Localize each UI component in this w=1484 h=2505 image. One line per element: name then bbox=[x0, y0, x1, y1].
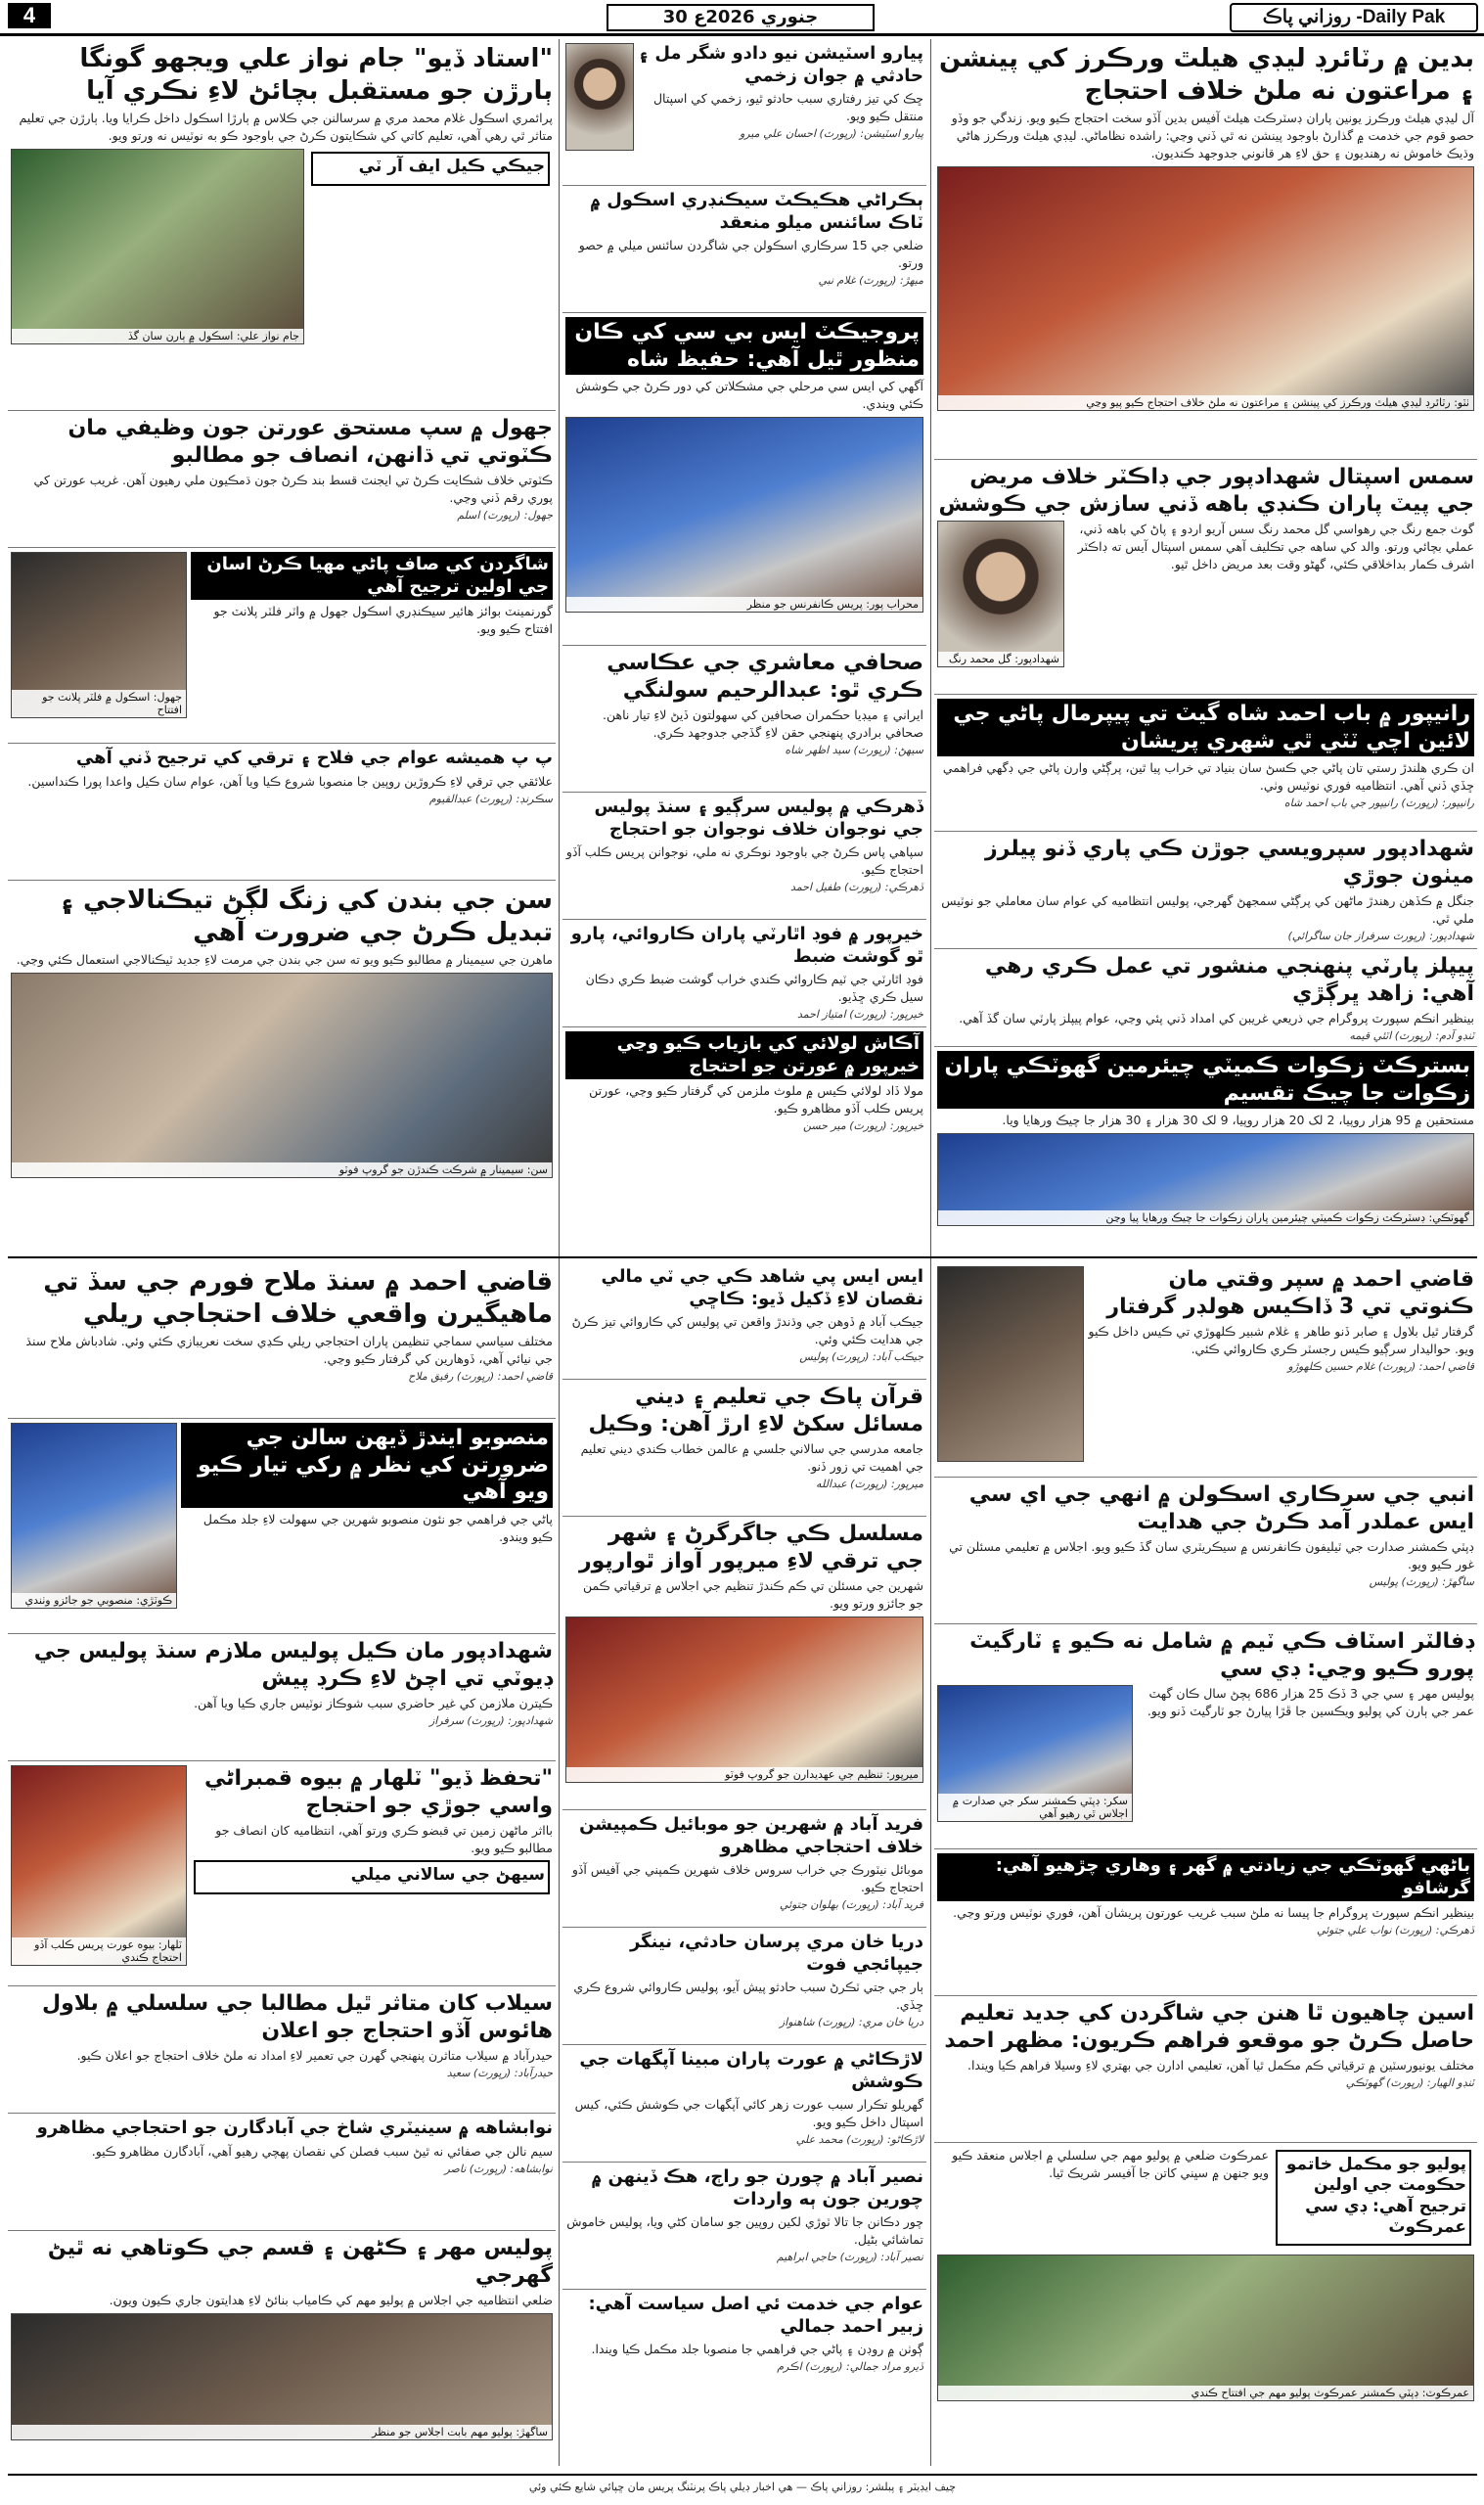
headline: پيارو اسٽيشن نيو دادو شگر مل ۽ حادثي ۾ جوان زخمي bbox=[638, 43, 923, 86]
headline: سمس اسپتال شهدادپور جي ڊاڪٽر خلاف مريض جي پيٽ پاران ڪنڊي باهه ڏني سازش جي ڪوشش bbox=[938, 465, 1474, 517]
story-body: مختلف يونيورسٽين ۾ ترقياتي ڪم مڪمل ٿيا آهن، تعليمي ادارن جي بهتري لاءِ وسيلا فراهم ڪيا ويندا. bbox=[967, 2058, 1474, 2072]
story-body: بينظير انڪم سپورٽ پروگرام جا پيسا نه ملڻ سبب غريب عورتون پريشان آهن، فوري نوٽيس ورتو وڃي. bbox=[953, 1905, 1474, 1920]
story-credit: ٽنڊو الهيار: (رپورٽ) گهوٽڪي bbox=[1345, 2076, 1474, 2090]
story-credit: ميرپور: (رپورٽ) عبدالله bbox=[816, 1478, 923, 1491]
story-credit: نوابشاهه: (رپورٽ) ناصر bbox=[444, 2162, 553, 2175]
story-r9 bbox=[934, 1624, 1477, 1849]
headline: نصير آباد ۾ چورن جو راڄ، هڪ ڏينهن ۾ چورين جون ٻه واردات bbox=[591, 2166, 923, 2209]
headline: ٻڪراڻي هڪيڪٽ سيڪنڊري اسڪول ۾ ٽاڪ سائنس ميلو منعقد bbox=[590, 190, 923, 233]
left-column-top bbox=[8, 39, 556, 1252]
protest-photo bbox=[937, 166, 1474, 411]
photo-caption: ڪوٽڙي: منصوبي جو جائزو وٺندي bbox=[12, 1593, 176, 1608]
story-body: ڇڪ کي تيز رفتاري سبب حادثو ٿيو، زخمي کي اسپتال منتقل ڪيو ويو. bbox=[652, 91, 923, 124]
story-l3 bbox=[8, 548, 556, 744]
story-credit: شهدادپور: (رپورٽ سرفراز جان ساگرائي) bbox=[1287, 930, 1474, 943]
photo-caption: عمرڪوٽ: ڊپٽي ڪمشنر عمرڪوٽ پوليو مهم جي افتتاح ڪندي bbox=[938, 2386, 1473, 2400]
story-m9 bbox=[562, 1380, 926, 1517]
story-r1 bbox=[934, 39, 1477, 460]
headline: ڏهرڪي ۾ پوليس سرڳيو ۽ سنڌ پوليس جي نوجوان خلاف نوجوان جو احتجاج bbox=[594, 797, 923, 840]
headline: دريا خان مري پرسان حادثي، نينگر جيپائجي فوت bbox=[629, 1932, 923, 1975]
info-box bbox=[1276, 2150, 1471, 2246]
fold-divider bbox=[8, 1256, 1477, 1258]
story-l5 bbox=[8, 881, 556, 1243]
story-r11 bbox=[934, 1996, 1477, 2143]
story-credit: فريد آباد: (رپورٽ) بهلوان جتوئي bbox=[779, 1898, 923, 1912]
story-l4 bbox=[8, 744, 556, 881]
story-body: ان ڪري هلندڙ رستي تان پاڻي جي ڪسڻ سان بنياد تي خراب پيا ٿين، پرڳڻي وارن پاڻي جي ڊگهي فراهمي ڇڏي ڏني آهي. انتظاميه فوري نوٽيس وٺي. bbox=[942, 760, 1474, 794]
story-body: بااثر ماڻهن زمين تي قبضو ڪري ورتو آهي، انتظاميه کان انصاف جو مطالبو ڪيو ويو. bbox=[215, 1823, 553, 1856]
headline: مسلسل ڪي جاگرگرڻ ۽ شهر جي ترقي لاءِ ميرپور آواز ٿوارپور bbox=[578, 1522, 923, 1573]
story-body: علائقي جي ترقي لاءِ ڪروڙين روپين جا منصوبا شروع ڪيا ويا آهن، عوام سان ڪيل واعدا پورا ڪنداسين. bbox=[27, 773, 553, 789]
story-r6 bbox=[934, 1047, 1477, 1243]
portrait-photo bbox=[565, 43, 634, 151]
headline: ڊفالٽر اسٽاف ڪي ٽيم ۾ شامل نه ڪيو ۽ ٽارگيٽ پورو ڪيو وڃي: ڊي سي bbox=[969, 1629, 1474, 1681]
info-box bbox=[194, 1860, 550, 1893]
story-m7 bbox=[562, 1027, 926, 1155]
story-body: مولا ڏاد لولائي ڪيس ۾ ملوث ملزمن کي گرفتار ڪيو وڃي، عورتن پريس ڪلب آڏو مظاهرو ڪيو. bbox=[589, 1083, 923, 1116]
polio-campaign-photo bbox=[937, 2254, 1474, 2401]
story-body: ڳوٺن ۾ روڊن ۽ پاڻي جي فراهمي جا منصوبا جلد مڪمل ڪيا ويندا. bbox=[591, 2342, 923, 2356]
headline: منصوبو ايندڙ ڏيهن سالن جي ضرورتن کي نظر ۾ رکي تيار ڪيو ويو آهي bbox=[181, 1423, 553, 1508]
story-body: پاڻي جي فراهمي جو نئون منصوبو شهرين جي سهولت لاءِ جلد مڪمل ڪيو ويندو. bbox=[202, 1511, 553, 1544]
story-body: آگهي کي ايس سي مرحلي جي مشڪلاتن کي دور ڪرڻ جي ڪوشش ڪئي ويندي. bbox=[575, 379, 923, 412]
story-l8 bbox=[8, 1634, 556, 1761]
headline: سن جي بندن کي زنگ لڳڻ تيڪنالاجي ۽ تبديل ڪرڻ جي ضرورت آهي bbox=[59, 886, 553, 947]
story-body: موبائل نيٽورڪ جي خراب سروس خلاف شهرين ڪمپني جي آفيس آڏو احتجاج ڪيو. bbox=[571, 1862, 923, 1895]
imprint-footer: چيف ايڊيٽر ۽ پبلشر: روزاني پاڪ — هي اخبار ڊيلي پاڪ پرنٽنگ پريس مان ڇپائي شايع ڪئي وئي bbox=[8, 2474, 1477, 2501]
story-body: ٻار جي جتي ٽڪرڻ سبب حادثو پيش آيو، پوليس ڪاروائي شروع ڪري ڇڏي. bbox=[573, 1980, 923, 2013]
story-body: حيدرآباد ۾ سيلاب متاثرن پنهنجي گهرن جي تعمير لاءِ امداد نه ملڻ خلاف احتجاج جو اعلان ڪيو. bbox=[76, 2048, 553, 2063]
story-body: ضلعي جي 15 سرڪاري اسڪولن جي شاگردن سائنس ميلي ۾ حصو ورتو. bbox=[578, 238, 923, 271]
story-l2 bbox=[8, 411, 556, 548]
headline: فريد آباد ۾ شهرين جو موبائيل ڪمپيشن خلاف احتجاجي مظاهرو bbox=[579, 1814, 923, 1857]
story-credit: شهدادپور: (رپورٽ) سرفراز bbox=[428, 1714, 553, 1728]
photo-caption: ٺٽو: رٽائرڊ ليڊي هيلٿ ورڪرز کي پينشن ۽ مراعتون نه ملڻ خلاف احتجاج ڪيو پيو وڃي bbox=[938, 395, 1473, 410]
photo-caption: ٽلهار: بيوه عورت پريس ڪلب آڏو احتجاج ڪندي bbox=[12, 1937, 186, 1965]
story-body: مختلف سياسي سماجي تنظيمن پاران احتجاجي ريلي ڪڍي سخت نعريبازي ڪئي وئي. شادباش ملاح سنڌ جي نيائي آهي، ڏوهارين کي گرفتار ڪيو وڃي. bbox=[25, 1334, 553, 1367]
filter-plant-photo bbox=[11, 552, 187, 718]
story-body: جيڪب آباد ۾ ڏوهن جي وڌندڙ واقعن تي پوليس کي ڪاروائي تيز ڪرڻ جي هدايت ڪئي وئي. bbox=[571, 1314, 923, 1347]
press-club-photo bbox=[11, 1765, 187, 1966]
headline: رانيپور ۾ باب احمد شاه گيٽ تي پيپرمال پاڻي جي لائين اچي ٽٽي ٿي شهري پريشان bbox=[937, 699, 1474, 756]
story-m15 bbox=[562, 2290, 926, 2407]
story-r7 bbox=[934, 1262, 1477, 1478]
headline: شاگردن کي صاف پاڻي مهيا ڪرڻ اسان جي اولين ترجيح آهي bbox=[191, 552, 553, 600]
story-m4 bbox=[562, 646, 926, 793]
headline: خيرپور ۾ فوڊ اٿارٽي پاران ڪاروائي، پارو ٿو گوشت ضبط bbox=[570, 924, 923, 967]
story-credit: ڏيرو مراد جمالي: (رپورٽ) اڪرم bbox=[777, 2360, 923, 2374]
headline: اسين چاهيون ٿا هنن جي شاگردن کي جديد تعليم حاصل ڪرڻ جو موقعو فراهم ڪريون: مظهر احمد bbox=[944, 2001, 1474, 2053]
headline: قاضي احمد ۾ سپر وقتي مان ڪنوتي تي 3 ڏاڪيس هولڊر گرفتار bbox=[1106, 1267, 1474, 1319]
story-body: جنگل ۾ ڪڏهن رهندڙ ماڻهن کي پرڳڻي سمجهڻ گهرجي، پوليس انتظاميه کي عوام سان معاملي جو نوٽيس ملي ٿي. bbox=[941, 893, 1474, 927]
photo-caption: جهول: اسڪول ۾ فلٽر پلانٽ جو افتتاح bbox=[12, 690, 186, 717]
headline: پروجيڪٽ ايس بي سي کي ڪان منظور ٿيل آهي: حفيظ شاه bbox=[565, 317, 923, 375]
story-m6 bbox=[562, 920, 926, 1027]
photo-caption: گهوٽڪي: ڊسٽرڪٽ زڪوات ڪميٽي چيئرمين پاران زڪوات جا چيڪ ورهايا پيا وڃن bbox=[938, 1210, 1473, 1225]
issue-date: 30 جنوري 2026ع bbox=[607, 4, 875, 31]
meeting-photo bbox=[937, 1685, 1133, 1822]
story-m8 bbox=[562, 1262, 926, 1380]
story-credit: ميهڙ: (رپورٽ) غلام نبي bbox=[818, 274, 923, 288]
middle-column-top bbox=[562, 39, 926, 1252]
newspaper-brand: روزاني پاڪ -Daily Pak bbox=[1230, 3, 1478, 32]
story-body: مستحقين ۾ 95 هزار روپيا، 2 لک 20 هزار روپيا، 9 لک 30 هزار ۽ 30 هزار جا چيڪ ورهايا ويا. bbox=[1002, 1113, 1474, 1127]
page-number: 4 bbox=[8, 3, 51, 28]
story-credit: خيرپور: (رپورٽ) مير حسن bbox=[802, 1119, 923, 1133]
headline: "تحفظ ڏيو" ٽلهار ۾ بيوه قمبراڻي واسي جوڙي جو احتجاج bbox=[203, 1766, 553, 1818]
story-r3 bbox=[934, 695, 1477, 832]
story-body: شهرين جي مسئلن تي ڪم ڪندڙ تنظيم جي اجلاس ۾ ترقياتي ڪمن جو جائزو ورتو ويو. bbox=[583, 1578, 923, 1612]
arrest-photo bbox=[937, 1266, 1084, 1462]
story-body: گوٺ جمع رنگ جي رهواسي گل محمد رنگ سس آريو اردو ۽ پاڻ کي باهه ڏني، عملي بچائي ورتو. والد کي ساهه جي تڪليف آهي سمس اسپتال آيس ته ڊاڪٽر اشرف ڪمار بداخلاقي ڪئي، گهڻو وقت بعد مريض داخل ٿيو. bbox=[1077, 522, 1474, 572]
story-body: پرائمري اسڪول غلام محمد مري ۾ سرسالنن جي ڪلاس ۾ ٻارڙا اسڪول داخل ڪرايا ويا. ٻارڙن جي تعليم متاثر ٿي رهي آهي، تعليم کاتي کي شڪايتون ڪرڻ جي باوجود ڪو به نوٽيس نه ورتو ويو. bbox=[19, 111, 553, 144]
photo-caption: ساگهڙ: پوليو مهم بابت اجلاس جو منظر bbox=[12, 2425, 552, 2439]
story-m12 bbox=[562, 1928, 926, 2045]
headline: لاڙڪاڻي ۾ عورت پاران مبينا آپگهات جي ڪوشش bbox=[579, 2049, 923, 2092]
story-body: سيم نالن جي صفائي نه ٿيڻ سبب فصلن کي نقصان پهچي رهيو آهي، آبادگارن مظاهرو ڪيو. bbox=[91, 2143, 553, 2159]
story-l7 bbox=[8, 1419, 556, 1634]
story-l11 bbox=[8, 2114, 556, 2231]
photo-caption: شهدادپور: گل محمد رنگ bbox=[938, 652, 1063, 666]
story-body: ضلعي انتظاميه جي اجلاس ۾ پوليو مهم کي ڪامياب بنائڻ لاءِ هدايتون جاري ڪيون ويون. bbox=[109, 2293, 553, 2307]
headline: شهدادپور سپرويسي جوڙن ڪي پاري ڏنو پيلرز ميٺون جوڙي bbox=[985, 837, 1474, 888]
story-body: ماهرن جي سيمينار ۾ مطالبو ڪيو ويو ته سن جي بندن جي مرمت لاءِ جديد ٽيڪنالاجي استعمال ڪئي وڃي. bbox=[16, 952, 553, 967]
story-credit: رانيپور: (رپورٽ) رانيپور جي باب احمد شاه bbox=[1283, 797, 1474, 810]
middle-column-bottom bbox=[562, 1262, 926, 2466]
story-l1 bbox=[8, 39, 556, 411]
story-credit: قاضي احمد: (رپورٽ) رفيق ملاح bbox=[408, 1370, 553, 1384]
story-body: جامعه مدرسي جي سالاني جلسي ۾ عالمن خطاب ڪندي ديني تعليم جي اهميت تي زور ڏنو. bbox=[580, 1441, 923, 1475]
story-body: آل ليڊي هيلٿ ورڪرز يونين پاران ڊسٽرڪٽ هيلٿ آفيس بدين آڏو سخت احتجاج ڪيو ويو. زندگي جو وڏو حصو قوم جي خدمت ۾ گذارڻ باوجود پينشن نه ٿي ڏني وڃي: راشده نظاماڻي. ليڊي هيلٿ ورڪرز هاڻي وڌيڪ خاموش نه رهنديون ۽ حق لاءِ هر قانوني جدوجهد ڪنديون. bbox=[951, 111, 1474, 161]
story-credit: سيهڻ: (رپورٽ) سيد اظهر شاه bbox=[785, 744, 923, 757]
story-r8 bbox=[934, 1478, 1477, 1624]
story-m13 bbox=[562, 2045, 926, 2163]
story-credit: ڏهرڪي: (رپورٽ) نواب علي جتوئي bbox=[1316, 1924, 1474, 1937]
story-credit: ڏهرڪي: (رپورٽ) طفيل احمد bbox=[790, 881, 923, 894]
story-credit: نصير آباد: (رپورٽ) حاجي ابراهيم bbox=[776, 2251, 923, 2264]
headline: آڪاش لولائي کي بازياب ڪيو وڃي خيرپور ۾ عورتن جو احتجاج bbox=[565, 1031, 923, 1079]
photo-caption: محراب پور: پريس ڪانفرنس جو منظر bbox=[566, 597, 922, 612]
story-credit: دريا خان مري: (رپورٽ) شاهنواز bbox=[779, 2016, 923, 2029]
column-divider bbox=[930, 39, 931, 2466]
story-m14 bbox=[562, 2163, 926, 2290]
story-r4 bbox=[934, 832, 1477, 949]
story-l9 bbox=[8, 1761, 556, 1986]
story-body: ايراني ۽ ميڊيا حڪمران صحافين کي سهولتون ڏيڻ لاءِ تيار ناهن. صحافي برادري پنهنجي حقن لاءِ گڏجي جدوجهد ڪري. bbox=[602, 707, 923, 741]
headline: سيلاب کان متاثر ٿيل مطالبا جي سلسلي ۾ بلاول هائوس آڏو احتجاج جو اعلان bbox=[41, 1991, 553, 2043]
story-r12 bbox=[934, 2143, 1477, 2446]
seminar-photo bbox=[11, 973, 553, 1178]
box-title: سيهڻ جي سالاني ميلي bbox=[350, 1865, 545, 1886]
headline: انبي جي سرڪاري اسڪولن ۾ انهي جي اي سي ايس عملدر آمد ڪرڻ جي هدايت bbox=[968, 1482, 1474, 1534]
box-title: جيڪي ڪيل ايف آر ٽي bbox=[358, 157, 545, 177]
story-credit: ساگهڙ: (رپورٽ) پوليس bbox=[1369, 1575, 1474, 1589]
story-body: گهريلو تڪرار سبب عورت زهر کائي آپگهات جي ڪوشش ڪئي، کيس اسپتال داخل ڪيو ويو. bbox=[574, 2097, 923, 2130]
right-column-bottom bbox=[934, 1262, 1477, 2466]
photo-caption: سن: سيمينار ۾ شرڪت ڪندڙن جو گروپ فوٽو bbox=[12, 1162, 552, 1177]
story-m2 bbox=[562, 186, 926, 313]
headline: جهول ۾ سپ مستحق عورتن جون وظيفي مان ڪٽوتي تي ڌانهن، انصاف جو مطالبو bbox=[67, 416, 553, 468]
classroom-photo bbox=[11, 149, 304, 344]
right-column-top bbox=[934, 39, 1477, 1252]
headline: عوام جي خدمت ئي اصل سياست آهي: زبير احمد جمالي bbox=[588, 2294, 923, 2337]
column-divider bbox=[559, 39, 560, 2466]
story-m11 bbox=[562, 1810, 926, 1928]
story-body: ڪيترن ملازمن کي غير حاضري سبب شوڪاز نوٽيس جاري ڪيا ويا آهن. bbox=[194, 1696, 553, 1710]
story-r2 bbox=[934, 460, 1477, 695]
story-m1 bbox=[562, 39, 926, 186]
story-l6 bbox=[8, 1262, 556, 1419]
story-credit: سڪرنڊ: (رپورٽ) عبدالقيوم bbox=[428, 792, 553, 805]
info-box bbox=[311, 152, 550, 185]
story-credit: جهول: (رپورٽ) اسلم bbox=[457, 509, 553, 523]
story-body: عمرڪوٽ ضلعي ۾ پوليو مهم جي سلسلي ۾ اجلاس منعقد ڪيو ويو جنهن ۾ سڀني کاتن جا آفيسر شريڪ ٿيا. bbox=[952, 2148, 1269, 2181]
headline: بدين ۾ رٽائرڊ ليڊي هيلٿ ورڪرز کي پينشن ۽ مراعتون نه ملڻ خلاف احتجاج bbox=[938, 44, 1474, 106]
story-r10 bbox=[934, 1849, 1477, 1996]
story-m3 bbox=[562, 313, 926, 646]
headline: صحافي معاشري جي عڪاسي ڪري ٿو: عبدالرحيم سولنگي bbox=[607, 651, 923, 703]
headline: پيپلز پارٽي پنهنجي منشور تي عمل ڪري رهي آهي: زاهد ڀرڳڙي bbox=[984, 954, 1474, 1006]
story-body: ڪٽوتي خلاف شڪايت ڪرڻ تي ايجنٽ قسط بند ڪرڻ جون ڌمڪيون ملي رهيون آهن. غريب عورتن کي پوري رقم ڏني وڃي. bbox=[33, 473, 553, 506]
story-credit: جيڪب آباد: (رپورٽ) پوليس bbox=[799, 1350, 923, 1364]
story-credit: ٽنڊو آدم: (رپورٽ) اٽئي قيمه bbox=[1349, 1029, 1474, 1043]
story-body: فوڊ اٿارٽي جي ٽيم ڪاروائي ڪندي خراب گوشت ضبط ڪري دڪان سيل ڪري ڇڏيو. bbox=[585, 972, 923, 1005]
story-l12 bbox=[8, 2231, 556, 2456]
story-credit: لاڙڪاڻو: (رپورٽ) محمد علي bbox=[795, 2133, 923, 2147]
story-body: سپاهي پاس ڪرڻ جي باوجود نوڪري نه ملي، نوجوانن پريس ڪلب آڏو احتجاج ڪيو. bbox=[565, 844, 923, 878]
headline: شهدادپور مان ڪيل پوليس ملازم سنڌ پوليس جي ڊيوٽي تي اچڻ لاءِ ڪرڊ پيش bbox=[33, 1639, 553, 1691]
left-column-bottom bbox=[8, 1262, 556, 2466]
story-body: گورنمينٽ بوائز هائير سيڪنڊري اسڪول جهول ۾ واٽر فلٽر پلانٽ جو افتتاح ڪيو ويو. bbox=[213, 604, 553, 637]
story-body: بينظير انڪم سپورٽ پروگرام جي ذريعي غريبن کي امداد ڏني پئي وڃي، عوام پيپلز پارٽي سان گڏ آهي. bbox=[959, 1011, 1474, 1025]
story-m10 bbox=[562, 1517, 926, 1810]
cheque-distribution-photo bbox=[937, 1133, 1474, 1226]
project-photo bbox=[11, 1423, 177, 1609]
photo-caption: سکر: ڊپٽي ڪمشنر سکر جي صدارت ۾ اجلاس ٿي رهيو آهي bbox=[938, 1794, 1132, 1821]
headline: قاضي احمد ۾ سنڌ ملاح فورم جي سڏ تي ماهيگيرن واقعي خلاف احتجاجي ريلي bbox=[43, 1267, 553, 1329]
press-conference-photo bbox=[565, 417, 923, 613]
photo-caption: جام نواز علي: اسڪول ۾ ٻارن سان گڏ bbox=[12, 329, 303, 343]
headline: ايس ايس پي شاهد ڪي جي ٽي مالي نقصان لاءِ ڏکيل ڏيو: ڪاڇي bbox=[601, 1266, 923, 1309]
portrait-photo bbox=[937, 521, 1064, 667]
story-credit: خيرپور: (رپورٽ) امتياز احمد bbox=[797, 1008, 923, 1022]
headline: بسترڪٽ زڪوات ڪميٽي چيئرمين گهوٽڪي پاران زڪوات جا چيڪ تقسيم bbox=[937, 1051, 1474, 1109]
story-body: پوليس مهر ۽ سي جي 3 ڏڪ 25 هزار 686 ٻچڻ سال ڪان گهٽ عمر جي ٻارن کي پوليو ويڪسين جا ڦڙا پيارڻ جو ٽارگيٽ ڏنو ويو. bbox=[1147, 1686, 1474, 1719]
headline: نوابشاهه ۾ سينيٽري شاخ جي آبادگارن جو احتجاجي مظاهرو bbox=[36, 2118, 553, 2138]
headline: پوليس مهر ۽ ڪڻهن ۽ قسم جي ڪوتاهي نه ٿيڻ گهرجي bbox=[47, 2236, 553, 2288]
story-m5 bbox=[562, 793, 926, 920]
headline: پ پ هميشه عوام جي فلاح ۽ ترقي کي ترجيح ڏني آهي bbox=[75, 748, 553, 768]
headline: "استاد ڏيو" جام نواز علي ويجهو گونگا ٻارڙن جو مستقبل بچائڻ لاءِ نڪري آيا bbox=[79, 44, 553, 106]
meeting-photo bbox=[11, 2313, 553, 2440]
story-credit: حيدرآباد: (رپورٽ) سعيد bbox=[446, 2067, 553, 2080]
story-l10 bbox=[8, 1986, 556, 2114]
masthead bbox=[0, 0, 1484, 36]
headline: باڻهي گهوٽڪي جي زيادتي ۾ گهر ۽ وهاري چڙهيو آهي: گرشافو bbox=[937, 1853, 1474, 1901]
story-credit: قاضي احمد: (رپورٽ) غلام حسين ڪلهوڙو bbox=[1287, 1360, 1474, 1374]
photo-caption: ميرپور: تنظيم جي عهديدارن جو گروپ فوٽو bbox=[566, 1767, 922, 1782]
story-r5 bbox=[934, 949, 1477, 1047]
story-body: چور دڪانن جا تالا ٽوڙي لکين روپين جو سامان کڻي ويا، پوليس خاموش تماشائي بڻيل. bbox=[566, 2214, 923, 2248]
headline: پوليو جو مڪمل خاتمو حڪومت جي اولين ترجيح آهي: ڊي سي عمرڪوٽ bbox=[1285, 2155, 1466, 2237]
story-body: ڊپٽي ڪمشنر صدارت جي ٽيليفون ڪانفرنس ۾ سيڪريٽري سان گڏ ڪيو ويو. اجلاس ۾ تعليمي مسئلن تي غور ڪيو ويو. bbox=[949, 1539, 1474, 1572]
headline: قرآن پاڪ جي تعليم ۽ ديني مسائل سکڻ لاءِ ارڙ آهن: وڪيل bbox=[588, 1385, 923, 1436]
story-credit: پيارو اسٽيشن: (رپورٽ) احسان علي ميرو bbox=[739, 127, 923, 141]
group-photo bbox=[565, 1617, 923, 1783]
story-body: گرفتار ٿيل بلاول ۽ صابر ڏنو طاهر ۽ غلام شبير ڪلهوڙي تي ڪيس داخل ڪيو ويو. حواليدار سرڳيو ڪيس رجسٽر ڪري ڪاروائي ڪئي. bbox=[1088, 1324, 1474, 1357]
